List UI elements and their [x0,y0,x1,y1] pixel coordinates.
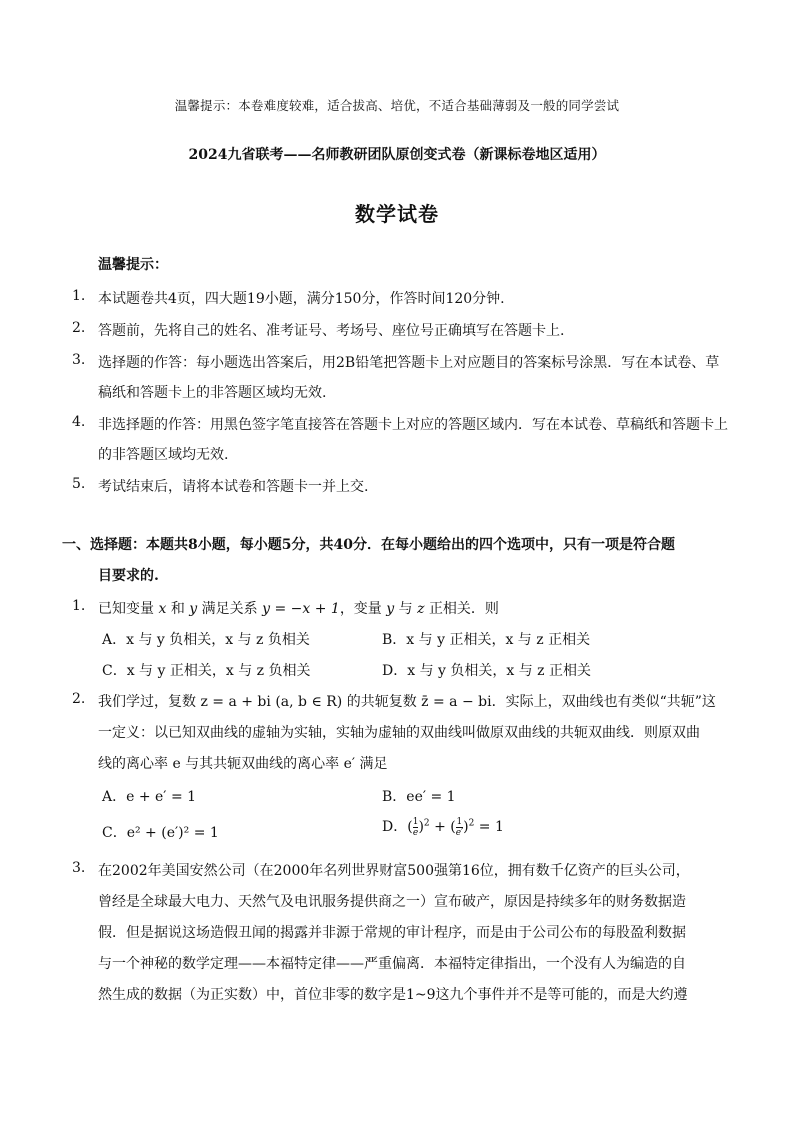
q2-option-d-tail: = 1 [478,819,504,835]
q1-option-c: C．x 与 y 正相关，x 与 z 负相关 [102,663,311,679]
q1-stem-a: 已知变量 [98,601,154,617]
section1-heading-line1: 一、选择题：本题共8小题，每小题5分，共40分．在每小题给出的四个选项中，只有一项是符合题 [62,537,675,553]
notice-num-4: 4. [72,414,86,430]
q2-line-1: 我们学过，复数 z = a + bi (a, b ∈ R) 的共轭复数 z̄ = a − bi．实际上，双曲线也有类似“共轭”这 [98,694,716,710]
q2-option-d-frac1 [413,817,419,838]
q1-var-z: z [417,601,425,617]
q2-option-b: B．ee′ = 1 [382,789,456,805]
frac2-numerator: 1 [456,816,463,827]
section1-heading-line2: 目要求的. [98,568,159,584]
frac1-denominator: e [412,827,419,838]
notice-num-1: 1. [72,288,86,304]
notice-num-2: 2. [72,320,86,336]
q2-line-2: 一定义：以已知双曲线的虚轴为实轴，实轴为虚轴的双曲线叫做原双曲线的共轭双曲线．则原双曲 [98,725,700,741]
q2-option-a: A．e + e′ = 1 [102,789,197,805]
exam-title: 数学试卷 [355,202,439,226]
q1-var-y2: y [386,601,395,617]
notice-line-2: 答题前，先将自己的姓名、准考证号、考场号、座位号正确填写在答题卡上. [98,323,565,339]
notice-line-3a: 选择题的作答：每小题选出答案后，用2B铅笔把答题卡上对应题目的答案标号涂黑．写在本试卷、草 [98,355,720,371]
q3-line-2: 曾经是全球最大电力、天然气及电讯服务提供商之一）宣布破产，原因是持续多年的财务数据造 [98,894,686,910]
exam-subtitle: 2024九省联考——名师教研团队原创变式卷（新课标卷地区适用） [188,147,606,163]
q2-option-c: C．e² + (e′)² = 1 [102,825,219,841]
q1-number: 1. [72,598,86,614]
notice-line-4a: 非选择题的作答：用黑色签字笔直接答在答题卡上对应的答题区域内．写在本试卷、草稿纸和答题卡上 [98,417,728,433]
q2-option-d: D．( $\frac{1}{e}$ )$^2$ + ( $\frac{1}{e'}$ )$^2$ = 1 [382,816,504,838]
notice-line-4b: 的非答题区域均无效. [98,447,229,463]
q1-stem-c: 满足关系 [201,601,258,617]
notice-num-3: 3. [72,352,86,368]
q1-stem-f: 正相关．则 [428,601,499,617]
notice-num-5: 5. [72,476,86,492]
frac1-numerator: 1 [412,816,419,827]
q1-stem-e: 与 [398,601,413,617]
q2-line-3: 线的离心率 e 与其共轭双曲线的离心率 e′ 满足 [98,756,388,772]
q3-number: 3. [72,860,86,876]
q2-option-d-frac2 [456,817,463,838]
q2-option-d-label: D． [382,819,408,835]
q1-var-y: y [189,601,198,617]
q1-stem [98,598,499,618]
q1-var-x: x [158,601,167,617]
q1-option-b: B．x 与 y 正相关，x 与 z 正相关 [382,632,591,648]
q1-equation: y = −x + 1 [262,601,340,617]
q3-line-3: 假．但是据说这场造假丑闻的揭露并非源于常规的审计程序，而是由于公司公布的每股盈利数据 [98,925,686,941]
q1-stem-b: 和 [170,601,185,617]
difficulty-tip: 温馨提示：本卷难度较难，适合拔高、培优，不适合基础薄弱及一般的同学尝试 [174,98,620,113]
q3-line-4: 与一个神秘的数学定理——本福特定律——严重偏离．本福特定律指出，一个没有人为编造的自 [98,956,686,972]
q3-line-1: 在2002年美国安然公司（在2000年名列世界财富500强第16位，拥有数千亿资产的巨头公司， [98,863,690,879]
notice-line-1: 本试题卷共4页，四大题19小题，满分150分，作答时间120分钟. [98,291,505,307]
frac2-denominator: e′ [455,827,464,838]
notice-line-5: 考试结束后，请将本试卷和答题卡一并上交. [98,479,369,495]
q1-stem-d: ，变量 [339,601,382,617]
q2-number: 2. [72,691,86,707]
notice-heading: 温馨提示： [98,257,168,273]
q1-option-d: D．x 与 y 负相关，x 与 z 正相关 [382,663,592,679]
q1-option-a: A．x 与 y 负相关，x 与 z 负相关 [102,632,310,648]
notice-line-3b: 稿纸和答题卡上的非答题区域均无效. [98,385,327,401]
q3-line-5: 然生成的数据（为正实数）中，首位非零的数字是1~9这九个事件并不是等可能的，而是大约遵 [98,987,688,1003]
